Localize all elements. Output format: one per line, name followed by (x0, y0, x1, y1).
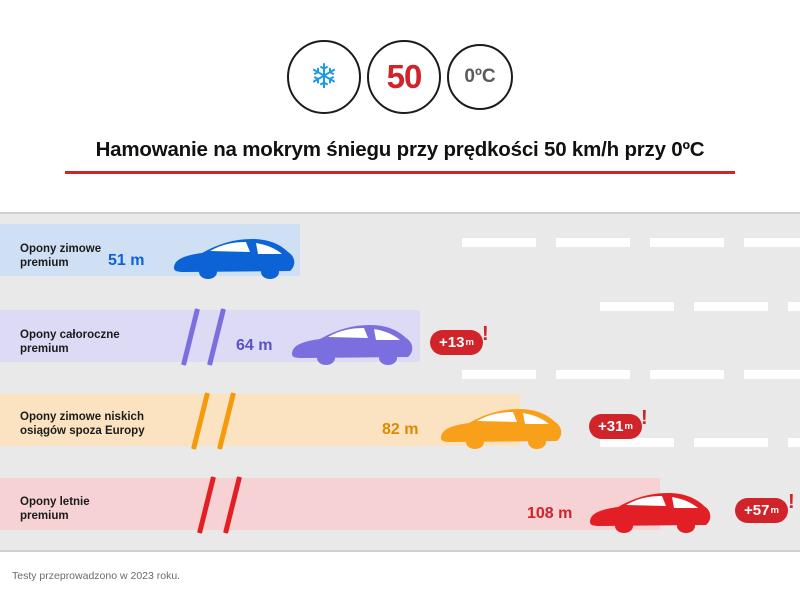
row-distance-3: 82 m (382, 421, 419, 438)
speed-value: 50 (386, 58, 422, 95)
chart-road (0, 212, 800, 552)
row-distance-1: 51 m (108, 252, 145, 269)
speed-icon-circle (367, 40, 441, 114)
car-red (586, 480, 714, 536)
temperature-icon-circle (447, 44, 513, 110)
footer-note: Testy przeprowadzono w 2023 roku. (12, 570, 181, 582)
car-blue (170, 226, 298, 282)
delta-badge-2: +13 m (430, 330, 483, 355)
snowflake-icon-circle (287, 40, 361, 114)
row-distance-2: 64 m (236, 337, 273, 354)
row-label-2: Opony całoroczne premium (20, 329, 120, 356)
exclamation-icon-3: ! (641, 407, 648, 429)
row-label-4: Opony letnie premium (20, 496, 90, 523)
temperature-value: 0ºC (464, 66, 496, 87)
row-label-1: Opony zimowe premium (20, 243, 102, 270)
car-orange (437, 396, 565, 452)
page-title: Hamowanie na mokrym śniegu przy prędkości 50 km/h przy 0ºC (95, 138, 705, 161)
row-label-3: Opony zimowe niskich osiągów spoza Europy (20, 411, 145, 438)
title-underline (65, 171, 735, 174)
snowflake-icon: ❄ (309, 58, 339, 96)
car-purple (288, 312, 416, 368)
header-icon-row (0, 40, 800, 114)
delta-badge-3: +31 m (589, 414, 642, 439)
exclamation-icon-4: ! (788, 491, 795, 513)
delta-badge-4: +57 m (735, 498, 788, 523)
exclamation-icon-2: ! (482, 323, 489, 345)
row-distance-4: 108 m (527, 505, 573, 522)
